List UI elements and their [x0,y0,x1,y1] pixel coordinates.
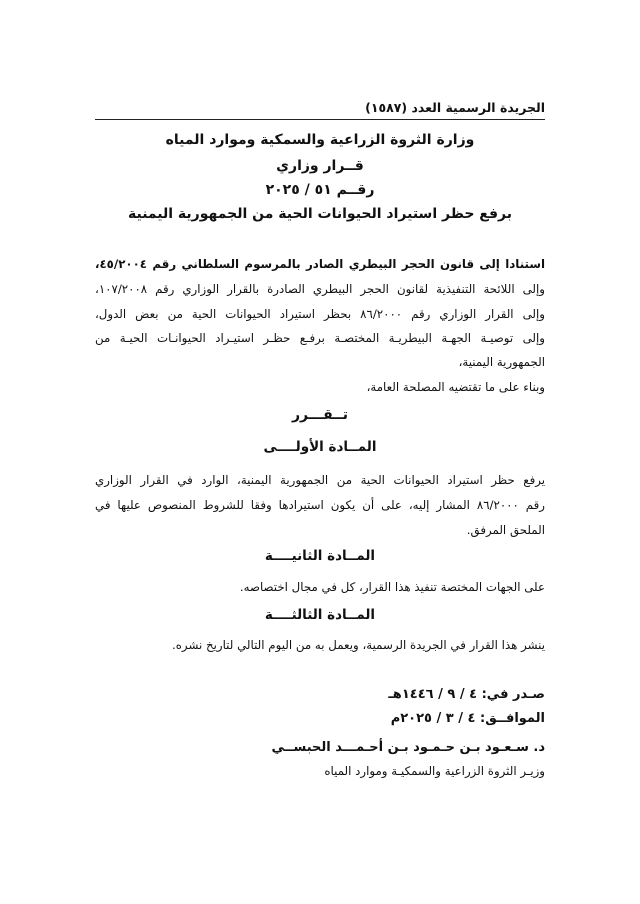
preamble-line: وإلى القرار الوزاري رقم ٨٦/٢٠٠٠ بحظر استيراد الحيوانات الحية من بعض الدول، [95,307,545,321]
article-1-line: يرفع حظر استيراد الحيوانات الحية من الجمهورية اليمنية، الوارد في القرار الوزاري [95,473,545,487]
issue-date-hijri: صـدر في: ٤ / ٩ / ١٤٤٦هـ [388,687,545,702]
article-3-text: ينشر هذا القرار في الجريدة الرسمية، ويعمل به من اليوم التالي لتاريخ نشره. [172,638,545,652]
preamble-line: استنادا إلى قانون الحجر البيطري الصادر بالمرسوم السلطاني رقم ٤٥/٢٠٠٤، [95,257,545,271]
article-1-line: رقم ٨٦/٢٠٠٠ المشار إليه، على أن يكون استيرادها وفقا للشروط المنصوص عليها في [95,498,545,512]
preamble-line: وإلى اللائحة التنفيذية لقانون الحجر البيطري الصادرة بالقرار الوزاري رقم ١٠٧/٢٠٠٨، [95,282,545,296]
decree-type: قــرار وزاري [276,158,364,174]
decides-heading: تــقـــرر [291,407,349,423]
article-1-line: الملحق المرفق. [466,523,545,537]
preamble-line: وبناء على ما تقتضيه المصلحة العامة، [366,380,545,394]
article-3-heading: المــادة الثالثــــة [264,607,376,623]
preamble-line: وإلى توصيـة الجهـة البيطريـة المختصـة برفـع حظـر استيـراد الحيوانـات الحيـة من [95,331,545,345]
header-divider [95,119,545,120]
signatory-name: د. سـعـود بـن حـمـود بـن أحـمـــد الحبســي [271,740,545,755]
issue-date-gregorian: الموافــق: ٤ / ٣ / ٢٠٢٥م [390,711,545,726]
article-1-heading: المــادة الأولــــى [263,439,377,455]
gazette-issue-label: الجريدة الرسمية العدد (١٥٨٧) [365,100,545,115]
article-2-text: على الجهات المختصة تنفيذ هذا القرار، كل في مجال اختصاصه. [239,580,545,594]
decree-number: رقــم ٥١ / ٢٠٢٥ [265,182,375,198]
signatory-position: وزيـر الثروة الزراعية والسمكيـة وموارد المياه [324,764,545,778]
ministry-name: وزارة الثروة الزراعية والسمكية وموارد المياه [165,132,475,148]
article-2-heading: المــادة الثانيــــة [264,548,376,564]
gazette-header [95,98,545,120]
preamble-line: الجمهورية اليمنية، [458,355,545,369]
decree-title: برفع حظر استيراد الحيوانات الحية من الجمهورية اليمنية [127,206,512,222]
